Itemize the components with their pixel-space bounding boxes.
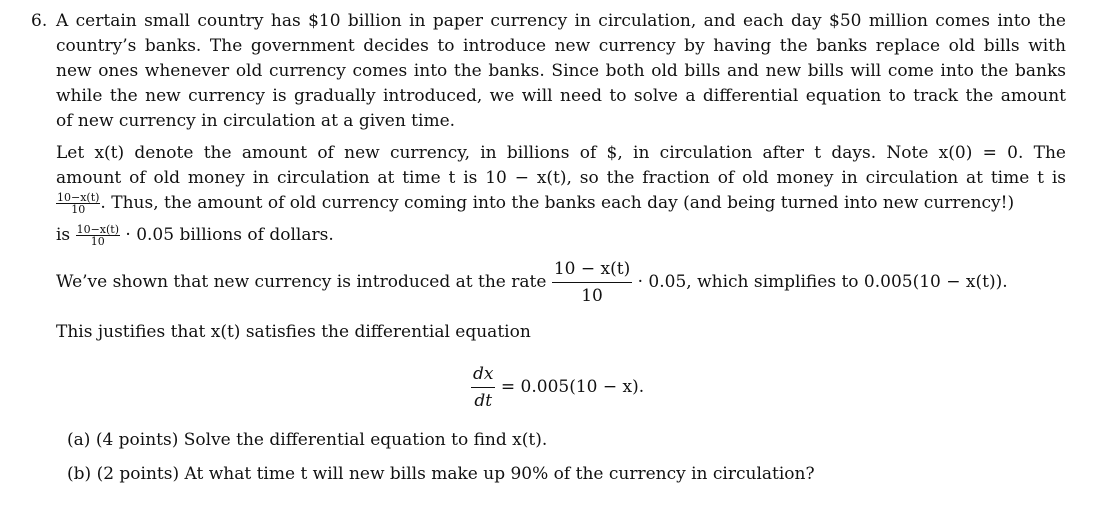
part-b: [67, 463, 815, 485]
part-a-label: (a): [67, 430, 91, 450]
definition-line-3: [56, 192, 1014, 215]
rate-fraction-numerator: 10 − x(t): [552, 258, 632, 283]
definition-line-1: Let x(t) denote the amount of new currency, in billions of $, in circulation after t days. Note x(0) = 0. The: [56, 143, 1066, 163]
rate-line-suffix: · 0.05, which simplifies to 0.005(10 − x(t)).: [637, 272, 1008, 292]
old-money-fraction: [56, 192, 100, 215]
derivative-numerator: dx: [471, 363, 495, 388]
rate-line-prefix: We’ve shown that new currency is introduced at the rate: [56, 272, 547, 292]
fraction-denominator: 10: [90, 235, 105, 248]
fraction-denominator: 10: [71, 203, 86, 216]
definition-line-4: [56, 224, 334, 247]
definition-line-4-prefix: is: [56, 225, 71, 245]
derivative-fraction: [471, 363, 495, 412]
intro-line-5: of new currency in circulation at a given time.: [56, 111, 456, 131]
rate-fraction-denominator: 10: [581, 286, 603, 306]
problem-number: 6.: [31, 11, 48, 31]
fraction-numerator: 10−x(t): [76, 223, 119, 236]
intro-line-1: A certain small country has $10 billion in paper currency in circulation, and each day $50 million comes into the: [56, 11, 1066, 31]
definition-line-2: amount of old money in circulation at time t is 10 − x(t), so the fraction of old money in circulation at time t is: [56, 168, 1066, 188]
part-a: [67, 429, 547, 451]
old-money-fraction-2: [76, 224, 120, 247]
rate-fraction: [552, 258, 632, 307]
definition-line-3-text: . Thus, the amount of old currency coming into the banks each day (and being turned into new currency!): [100, 193, 1015, 213]
intro-line-3: new ones whenever old currency comes into the banks. Since both old bills and new bills will come into the banks: [56, 61, 1066, 81]
justification-line: This justifies that x(t) satisfies the differential equation: [56, 322, 531, 342]
rate-line: [56, 258, 1008, 307]
definition-line-4-suffix: · 0.05 billions of dollars.: [125, 225, 334, 245]
fraction-numerator: 10−x(t): [57, 191, 100, 204]
part-b-text: (2 points) At what time t will new bills make up 90% of the currency in circulation?: [96, 464, 815, 484]
intro-line-4: while the new currency is gradually introduced, we will need to solve a differential equation to track the amount: [56, 86, 1066, 106]
intro-line-2: country’s banks. The government decides to introduce new currency by having the banks replace old bills with: [56, 36, 1066, 56]
derivative-denominator: dt: [474, 391, 493, 411]
differential-equation: [471, 363, 644, 412]
equation-rhs: = 0.005(10 − x).: [500, 377, 645, 397]
part-b-label: (b): [67, 464, 92, 484]
part-a-text: (4 points) Solve the differential equation to find x(t).: [95, 430, 548, 450]
